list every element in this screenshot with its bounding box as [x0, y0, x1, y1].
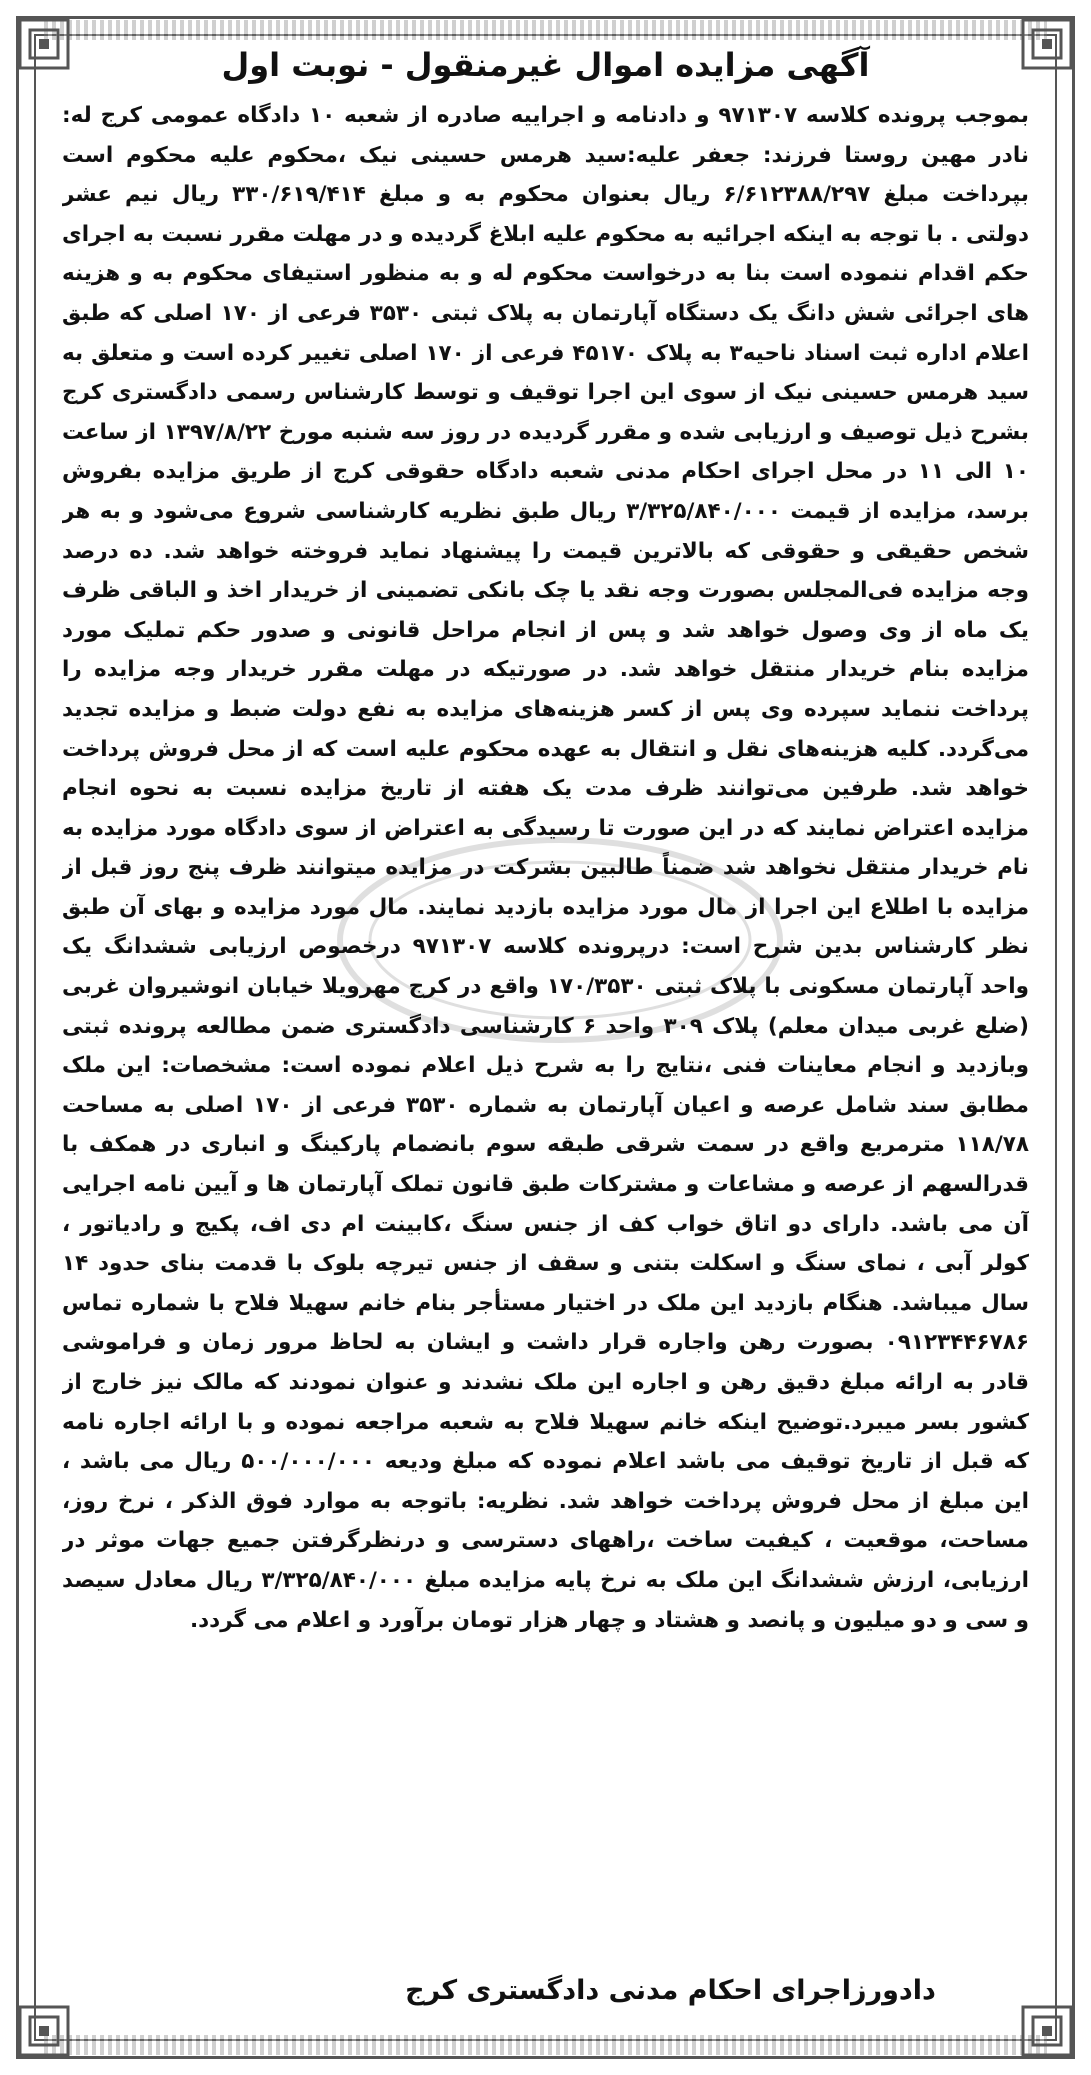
bottom-border-pattern: [44, 2035, 1047, 2055]
notice-signature: دادورزاجرای احکام مدنی دادگستری کرج: [405, 1975, 936, 2006]
notice-body-text: بموجب پرونده کلاسه ۹۷۱۳۰۷ و دادنامه و اجراییه صادره از شعبه ۱۰ دادگاه عمومی کرج له: نادر مهین روستا فرزند: جعفر علیه:سید هرمس حسینی نیک ،محکوم علیه محکوم است بپرداخت مبلغ ۶/۶۱۲۳۸۸/۲۹۷ ریال بعنوان محکوم به و مبلغ ۳۳۰/۶۱۹/۴۱۴ ریال نیم عشر دولتی . با توجه به اینکه اجرائیه به محکوم علیه ابلاغ گردیده و در مهلت مقرر نسبت به اجرای حکم اقدام ننموده است بنا به درخواست محکوم له و به منظور استیفای محکوم به و هزینه های اجرائی شش دانگ یک دستگاه آپارتمان به پلاک ثبتی ۳۵۳۰ فرعی از ۱۷۰ اصلی که طبق اعلام اداره ثبت اسناد ناحیه۳ به پلاک ۴۵۱۷۰ فرعی از ۱۷۰ اصلی تغییر کرده است و متعلق به سید هرمس حسینی نیک از سوی این اجرا توقیف و توسط کارشناس رسمی دادگستری کرج بشرح ذیل توصیف و ارزیابی شده و مقرر گردیده در روز سه شنبه مورخ ۱۳۹۷/۸/۲۲ از ساعت ۱۰ الی ۱۱ در محل اجرای احکام مدنی شعبه دادگاه حقوقی کرج از طریق مزایده بفروش برسد، مزایده از قیمت ۳/۳۲۵/۸۴۰/۰۰۰ ریال طبق نظریه کارشناسی شروع می‌شود و به هر شخص حقیقی و حقوقی که بالاترین قیمت را پیشنهاد نماید فروخته خواهد شد. ده درصد وجه مزایده فی‌المجلس بصورت وجه نقد یا چک بانکی تضمینی از خریدار اخذ و الباقی ظرف یک ماه از وی وصول خواهد شد و پس از انجام مراحل قانونی و صدور حکم تملیک مورد مزایده بنام خریدار منتقل خواهد شد. در صورتیکه در مهلت مقرر خریدار وجه مزایده را پرداخت ننماید سپرده وی پس از کسر هزینه‌های مزایده به نفع دولت ضبط و مزایده تجدید می‌گردد. کلیه هزینه‌های نقل و انتقال به عهده محکوم علیه است که از محل فروش پرداخت خواهد شد. طرفین می‌توانند ظرف مدت یک هفته از تاریخ مزایده نسبت به نحوه انجام مزایده اعتراض نمایند که در این صورت تا رسیدگی به اعتراض از سوی دادگاه مورد مزایده به نام خریدار منتقل نخواهد شد ضمناً طالبین بشرکت در مزایده میتوانند ظرف پنج روز قبل از مزایده با اطلاع این اجرا از مال مورد مزایده بازدید نمایند. مال مورد مزایده و بهای آن طبق نظر کارشناس بدین شرح است: درپرونده کلاسه ۹۷۱۳۰۷ درخصوص ارزیابی ششدانگ یک واحد آپارتمان مسکونی با پلاک ثبتی ۱۷۰/۳۵۳۰ واقع در کرج مهرویلا خیابان انوشیروان غربی (ضلع غربی میدان معلم) پلاک ۳۰۹ واحد ۶ کارشناسی دادگستری ضمن مطالعه پرونده ثبتی وبازدید و انجام معاینات فنی ،نتایج را به شرح ذیل اعلام نموده است: مشخصات: این ملک مطابق سند شامل عرصه و اعیان آپارتمان به شماره ۳۵۳۰ فرعی از ۱۷۰ اصلی به مساحت ۱۱۸/۷۸ مترمربع واقع در سمت شرقی طبقه سوم بانضمام پارکینگ و انباری در همکف با قدرالسهم از عرصه و مشاعات و مشترکات طبق قانون تملک آپارتمان ها و آیین نامه اجرایی آن می باشد. دارای دو اتاق خواب کف از جنس سنگ ،کابینت ام دی اف، پکیج و رادیاتور ، کولر آبی ، نمای سنگ و اسکلت بتنی و سقف از جنس تیرچه بلوک با قدمت بنای حدود ۱۴ سال میباشد. هنگام بازدید این ملک در اختیار مستأجر بنام خانم سهیلا فلاح با شماره تماس ۰۹۱۲۳۴۴۶۷۸۶ بصورت رهن واجاره قرار داشت و ایشان به لحاظ مرور زمان و فراموشی قادر به ارائه مبلغ دقیق رهن و اجاره این ملک نشدند و عنوان نمودند که مالک نیز خارج از کشور بسر میبرد.توضیح اینکه خانم سهیلا فلاح به شعبه مراجعه نموده و با ارائه اجاره نامه که قبل از تاریخ توقیف می باشد اعلام نموده که مبلغ ودیعه ۵۰۰/۰۰۰/۰۰۰ ریال می باشد ، این مبلغ از محل فروش پرداخت خواهد شد. نظریه: باتوجه به موارد فوق الذکر ، نرخ روز، مساحت، موقعیت ، کیفیت ساخت ،راههای دسترسی و درنظرگرفتن جمیع جهات موثر در ارزیابی، ارزش ششدانگ این ملک به نرخ پایه مزایده مبلغ ۳/۳۲۵/۸۴۰/۰۰۰ ریال معادل سیصد و سی و دو میلیون و پانصد و هشتاد و چهار هزار تومان برآورد و اعلام می گردد.: [62, 103, 1029, 1633]
notice-title: آگهی مزایده اموال غیرمنقول - نوبت اول: [221, 46, 870, 84]
top-border-pattern: [44, 20, 1047, 40]
notice-body: [62, 96, 1029, 1965]
